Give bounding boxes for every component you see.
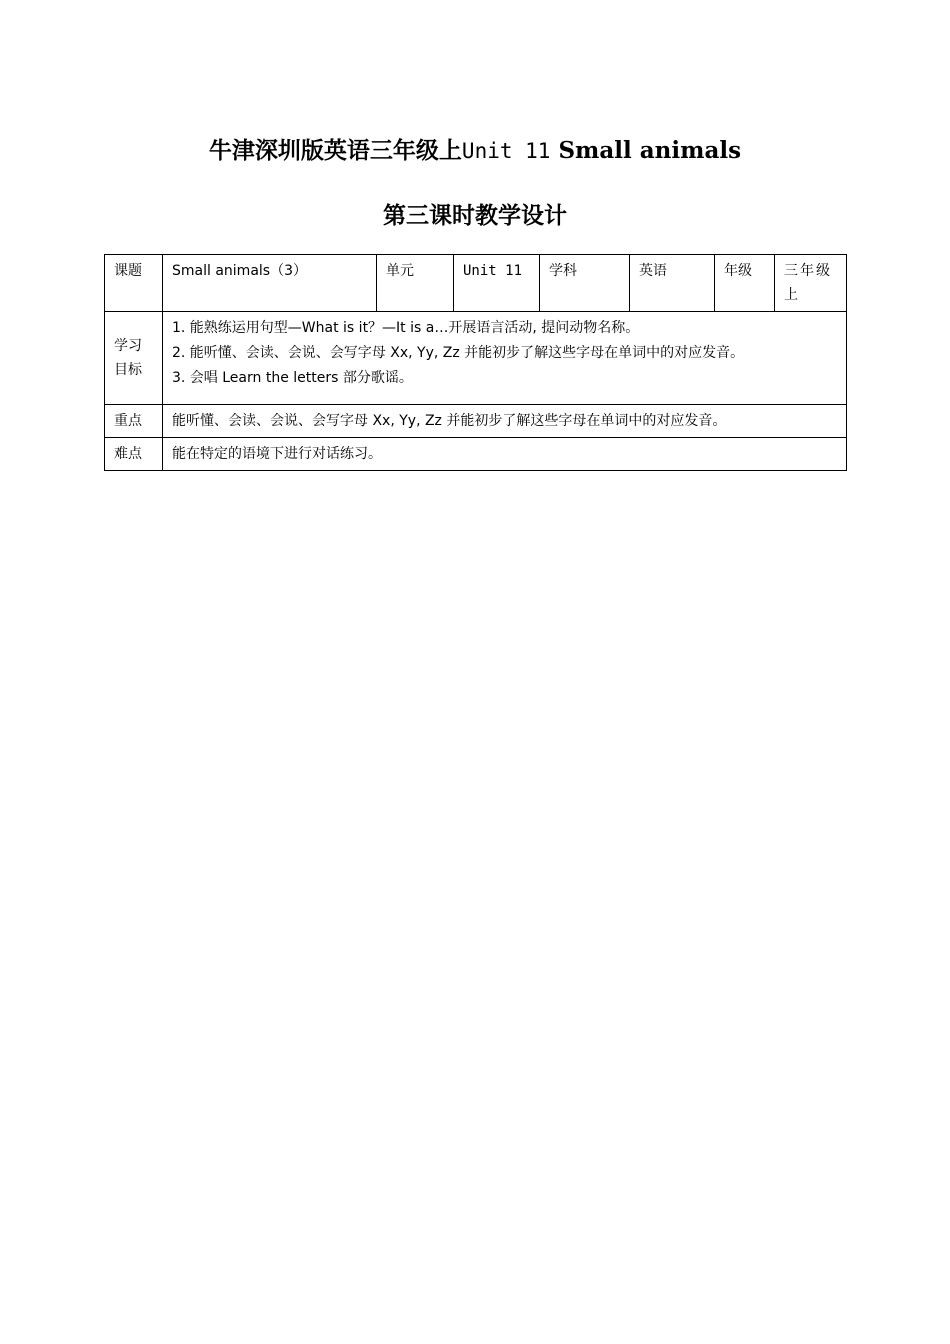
difficulties-row xyxy=(105,438,847,471)
subject-value: 英语 xyxy=(630,255,715,312)
title-chinese: 牛津深圳版英语三年级上 xyxy=(208,137,462,164)
key-points-label: 重点 xyxy=(105,405,163,438)
difficulties-label: 难点 xyxy=(105,438,163,471)
title-english: Small animals xyxy=(550,137,742,164)
document-subtitle: 第三课时教学设计 xyxy=(383,202,567,229)
goals-label: 学习目标 xyxy=(105,312,163,405)
lesson-plan-table xyxy=(104,254,847,471)
unit-label: 单元 xyxy=(377,255,454,312)
document-title xyxy=(0,136,950,166)
subject-label: 学科 xyxy=(540,255,630,312)
unit-value: Unit 11 xyxy=(454,255,540,312)
title-unit: Unit 11 xyxy=(461,139,551,163)
grade-label: 年级 xyxy=(715,255,775,312)
goal-item: 2. 能听懂、会读、会说、会写字母 Xx, Yy, Zz 并能初步了解这些字母在单词中的对应发音。 xyxy=(172,345,745,361)
grade-value: 三年级上 xyxy=(775,255,847,312)
goal-item: 1. 能熟练运用句型—What is it？—It is a…开展语言活动, 提问动物名称。 xyxy=(172,320,640,336)
info-row xyxy=(105,255,847,312)
difficulties-value: 能在特定的语境下进行对话练习。 xyxy=(163,438,847,471)
key-points-value: 能听懂、会读、会说、会写字母 Xx, Yy, Zz 并能初步了解这些字母在单词中的对应发音。 xyxy=(163,405,847,438)
goals-row xyxy=(105,312,847,405)
topic-label: 课题 xyxy=(105,255,163,312)
key-points-row xyxy=(105,405,847,438)
topic-value: Small animals（3） xyxy=(163,255,377,312)
goals-content xyxy=(163,312,847,405)
goal-item: 3. 会唱 Learn the letters 部分歌谣。 xyxy=(172,370,413,386)
